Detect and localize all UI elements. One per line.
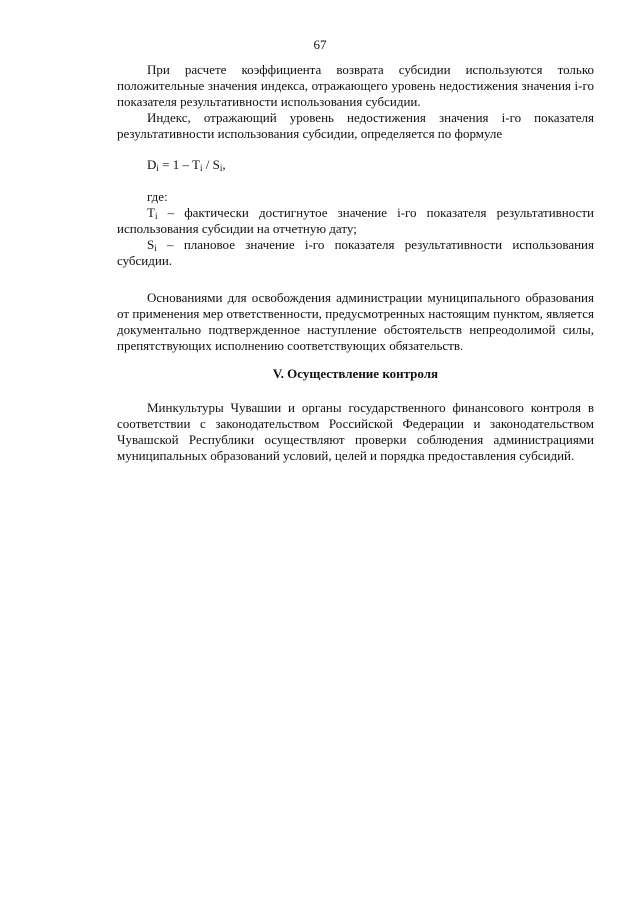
- paragraph-exemption: Основаниями для освобождения администрации муниципального образования от применения мер ответственности, предусмотренных настоящим пунктом, является документально подтвержденное наступление обстоятельств непреодолимой силы, препятствующих исполнению соответствующих обязательств.: [117, 290, 594, 353]
- formula-d-sub: i: [156, 163, 159, 173]
- formula-eq: = 1 –: [158, 157, 193, 172]
- definition-s-symbol: S: [147, 237, 155, 252]
- spacer: [117, 269, 594, 290]
- formula-t-sub: i: [199, 163, 203, 173]
- paragraph-positive-index: При расчете коэффициента возврата субсидии используются только положительные значения индекса, отражающего уровень недостижения значения i-го показателя результативности использования субсидии.: [117, 62, 594, 109]
- where-label: где:: [147, 189, 168, 204]
- formula-d: D: [147, 157, 157, 172]
- definition-s-text: – плановое значение i-го показателя результативности использования субсидии.: [117, 237, 594, 268]
- definition-t: [117, 205, 594, 237]
- formula-s: S: [212, 157, 220, 172]
- section-heading: V. Осуществление контроля: [272, 366, 439, 381]
- definition-t-sub: i: [154, 211, 158, 221]
- formula-slash: /: [202, 157, 213, 172]
- document-body: [117, 62, 594, 464]
- definition-s: [117, 237, 594, 269]
- definition-t-symbol: T: [147, 205, 155, 220]
- definition-s-sub: i: [154, 243, 157, 253]
- formula-tail: ,: [222, 157, 226, 172]
- paragraph-index-definition: Индекс, отражающий уровень недостижения значения i-го показателя результативности использования субсидии, определяется по формуле: [117, 110, 594, 141]
- formula-s-sub: i: [219, 163, 223, 173]
- formula: [147, 157, 594, 173]
- definition-t-text: – фактически достигнутое значение i-го показателя результативности использования субсидии на отчетную дату;: [117, 205, 594, 236]
- formula-t: T: [192, 157, 200, 172]
- page-number: 67: [313, 37, 327, 52]
- paragraph-control: Минкультуры Чувашии и органы государственного финансового контроля в соответствии с законодательством Российской Федерации и законодательством Чувашской Республики осуществляют проверки соблюдения администрациями муниципальных образований условий, целей и порядка предоставления субсидий.: [117, 400, 594, 463]
